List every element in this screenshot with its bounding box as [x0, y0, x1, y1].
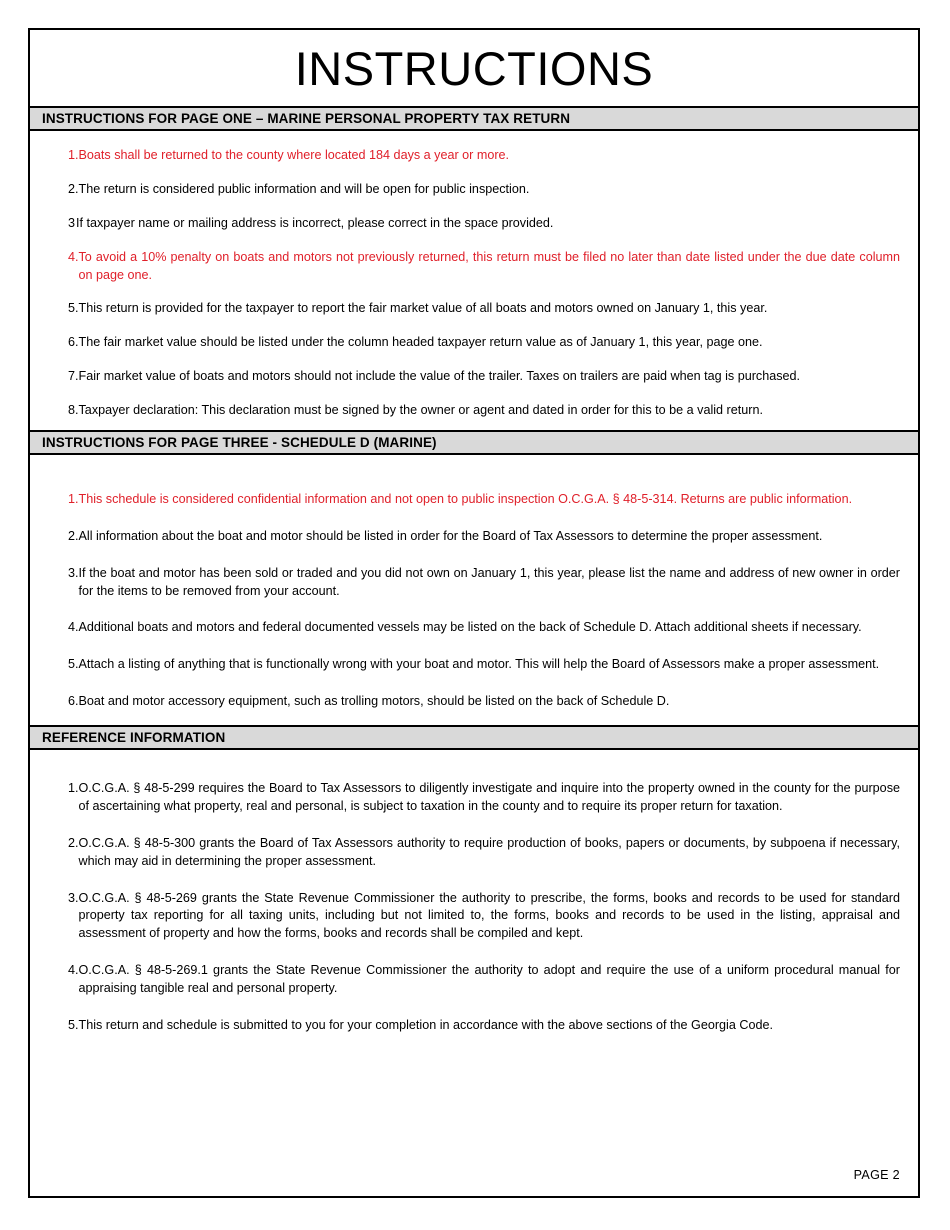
- section-body-page-three: [30, 455, 918, 725]
- section-header-reference-information: [30, 725, 918, 750]
- list-item-number: 5.: [68, 301, 79, 316]
- list-item-text: Boats shall be returned to the county where located 184 days a year or more.: [78, 148, 510, 162]
- list-item: [46, 619, 902, 637]
- list-item-text: O.C.G.A. § 48-5-269.1 grants the State Revenue Commissioner the authority to adopt and require the use of a uniform procedural manual for appraising tangible real and personal property.: [78, 963, 900, 995]
- list-item-number: 3.: [68, 565, 79, 580]
- title-block: [30, 30, 918, 106]
- section-header-label: REFERENCE INFORMATION: [42, 730, 226, 745]
- list-item: [46, 402, 902, 420]
- list-item-text: O.C.G.A. § 48-5-300 grants the Board of Tax Assessors authority to require production of books, papers or documents, by subpoena if necessary, which may aid in determining the proper assessment.: [78, 835, 900, 868]
- list-item-text: This return is provided for the taxpayer to report the fair market value of all boats and motors owned on January 1, this year.: [78, 301, 768, 316]
- section-header-page-one: [30, 106, 918, 131]
- list-item-number: 4.: [68, 249, 79, 264]
- list-item: [46, 215, 902, 233]
- list-item-number: 1.: [68, 148, 79, 162]
- list-item: [46, 565, 902, 601]
- section-body-reference-information: [30, 750, 918, 1041]
- list-item: [46, 528, 902, 546]
- section-header-label: INSTRUCTIONS FOR PAGE ONE – MARINE PERSONAL PROPERTY TAX RETURN: [42, 111, 571, 126]
- list-item-text: To avoid a 10% penalty on boats and motors not previously returned, this return must be filed no later than date listed under the due date column on page one.: [78, 249, 900, 282]
- section-header-page-three: [30, 430, 918, 455]
- page-title: INSTRUCTIONS: [294, 41, 654, 95]
- list-item: [46, 693, 902, 711]
- document-page: [28, 28, 920, 1198]
- list-item-text: The return is considered public information and will be open for public inspection.: [78, 181, 530, 196]
- list-item-text: This schedule is considered confidential information and not open to public inspection O.C.G.A. § 48-5-314. Returns are public information.: [78, 491, 853, 506]
- list-item-text: O.C.G.A. § 48-5-299 requires the Board to Tax Assessors to diligently investigate and inquire into the property owned in the county for the purpose of ascertaining what property, real and personal, is subject to taxation in the county and to require its proper return for taxation.: [78, 781, 900, 813]
- list-item: [46, 147, 902, 165]
- list-item-text: O.C.G.A. § 48-5-269 grants the State Revenue Commissioner the authority to prescribe, the forms, books and records to be used for standard property tax reporting for all taxing units, including but not limited to, the forms, books and records to be used in the listing, appraisal and assessment of property and how the forms, books and records shall be compiled and kept.: [78, 890, 900, 941]
- list-item-text: Fair market value of boats and motors should not include the value of the trailer. Taxes on trailers are paid when tag is purchased.: [78, 369, 801, 384]
- list-item: [46, 835, 902, 871]
- list-item-text: The fair market value should be listed under the column headed taxpayer return value as of January 1, this year, page one.: [78, 335, 763, 350]
- list-item-text: This return and schedule is submitted to you for your completion in accordance with the above sections of the Georgia Code.: [78, 1017, 773, 1032]
- list-item-number: 5.: [68, 657, 79, 672]
- list-item: [46, 780, 902, 816]
- list-item-number: 1.: [68, 491, 79, 506]
- list-item-number: 3.: [68, 890, 79, 905]
- list-item: [46, 334, 902, 352]
- list-item-text: Additional boats and motors and federal documented vessels may be listed on the back of Schedule D. Attach additional sheets if necessary.: [78, 620, 862, 635]
- list-item-number: 5.: [68, 1017, 79, 1032]
- list-item-number: 6.: [68, 335, 79, 350]
- list-item-number: 6.: [68, 694, 79, 709]
- list-item-number: 2.: [68, 835, 79, 850]
- section-body-page-one: [30, 131, 918, 430]
- list-item-number: 4.: [68, 963, 79, 978]
- list-item: [46, 890, 902, 944]
- list-item: [46, 491, 902, 509]
- list-item: [46, 300, 902, 318]
- list-item-number: 3: [68, 215, 76, 230]
- list-item-number: 2.: [68, 528, 79, 543]
- list-item-number: 7.: [68, 369, 79, 384]
- page-number-footer: PAGE 2: [853, 1168, 900, 1182]
- list-item-text: Taxpayer declaration: This declaration must be signed by the owner or agent and dated in order for this to be a valid return.: [78, 403, 763, 417]
- list-item-text: Boat and motor accessory equipment, such as trolling motors, should be listed on the back of Schedule D.: [78, 694, 670, 709]
- list-item-text: If taxpayer name or mailing address is incorrect, please correct in the space provided.: [76, 215, 554, 230]
- list-item: [46, 1017, 902, 1035]
- list-item-number: 1.: [68, 781, 79, 795]
- list-item-text: All information about the boat and motor should be listed in order for the Board of Tax Assessors to determine the proper assessment.: [78, 528, 823, 543]
- list-item-number: 2.: [68, 181, 79, 196]
- list-item-number: 4.: [68, 620, 79, 635]
- list-item: [46, 249, 902, 285]
- list-item: [46, 962, 902, 998]
- list-item: [46, 368, 902, 386]
- list-item: [46, 181, 902, 199]
- list-item-text: If the boat and motor has been sold or traded and you did not own on January 1, this year, please list the name and address of new owner in order for the items to be removed from your account.: [78, 565, 900, 598]
- list-item: [46, 656, 902, 674]
- section-header-label: INSTRUCTIONS FOR PAGE THREE - SCHEDULE D (MARINE): [42, 434, 437, 450]
- list-item-text: Attach a listing of anything that is functionally wrong with your boat and motor. This will help the Board of Assessors make a proper assessment.: [78, 657, 880, 672]
- list-item-number: 8.: [68, 403, 79, 417]
